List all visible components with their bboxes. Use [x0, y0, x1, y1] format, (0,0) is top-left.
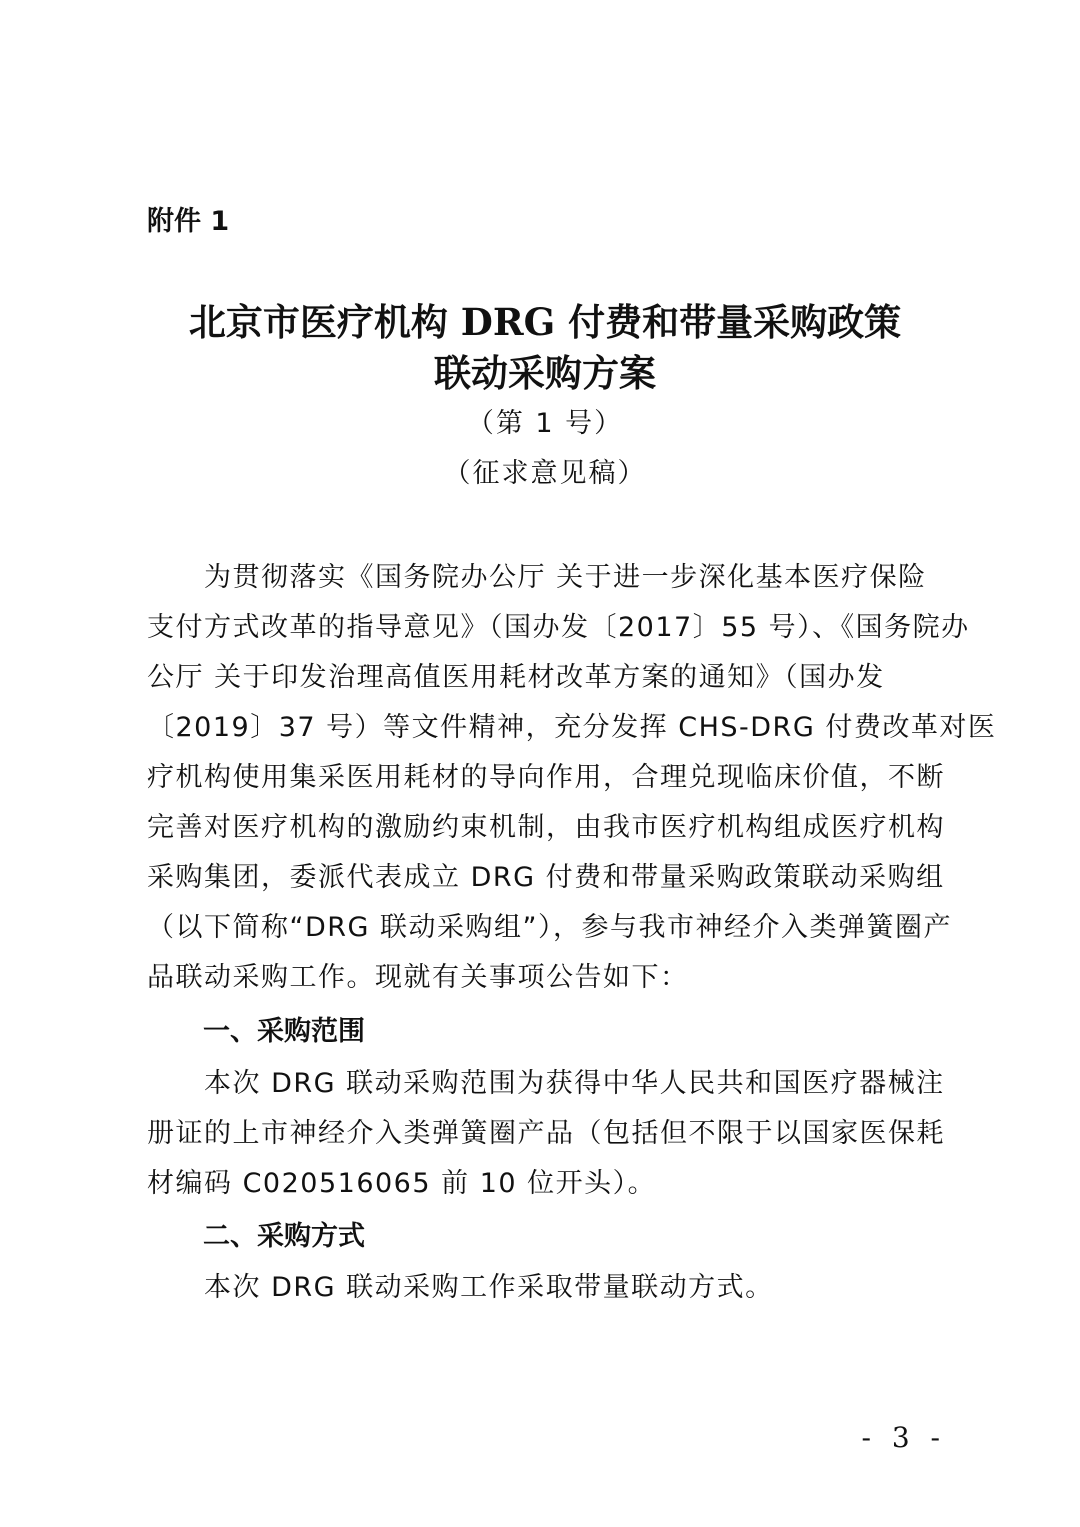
intro-paragraph-line: 〔2019〕37 号）等文件精神，充分发挥 CHS-DRG 付费改革对医	[147, 712, 997, 743]
intro-paragraph-line: 支付方式改革的指导意见》（国办发〔2017〕55 号）、《国务院办	[147, 612, 970, 643]
section-heading-procurement-scope: 一、采购范围	[203, 1016, 365, 1047]
intro-paragraph-line: 品联动采购工作。现就有关事项公告如下：	[147, 962, 689, 993]
section-paragraph-line: 材编码 C020516065 前 10 位开头）。	[147, 1168, 657, 1199]
intro-paragraph-line: （以下简称“DRG 联动采购组”），参与我市神经介入类弹簧圈产	[147, 912, 953, 943]
document-title-line-1: 北京市医疗机构 DRG 付费和带量采购政策	[188, 300, 902, 344]
section-heading-procurement-method: 二、采购方式	[203, 1221, 365, 1252]
section-paragraph-line: 册证的上市神经介入类弹簧圈产品（包括但不限于以国家医保耗	[147, 1118, 945, 1149]
intro-paragraph-line: 完善对医疗机构的激励约束机制，由我市医疗机构组成医疗机构	[147, 812, 945, 843]
section-paragraph-line: 本次 DRG 联动采购工作采取带量联动方式。	[147, 1272, 774, 1303]
document-title-line-2: 联动采购方案	[434, 351, 656, 395]
document-number: （第 1 号）	[466, 408, 624, 439]
intro-paragraph-line: 公厅 关于印发治理高值医用耗材改革方案的通知》（国办发	[147, 662, 885, 693]
attachment-label: 附件 1	[147, 206, 230, 237]
intro-paragraph-line: 采购集团，委派代表成立 DRG 付费和带量采购政策联动采购组	[147, 862, 945, 893]
page-number: - 3 -	[861, 1421, 946, 1454]
intro-paragraph-line: 疗机构使用集采医用耗材的导向作用，合理兑现临床价值，不断	[147, 762, 945, 793]
intro-paragraph-line: 为贯彻落实《国务院办公厅 关于进一步深化基本医疗保险	[147, 562, 927, 593]
draft-status: （征求意见稿）	[443, 458, 647, 489]
section-paragraph-line: 本次 DRG 联动采购范围为获得中华人民共和国医疗器械注	[147, 1068, 945, 1099]
